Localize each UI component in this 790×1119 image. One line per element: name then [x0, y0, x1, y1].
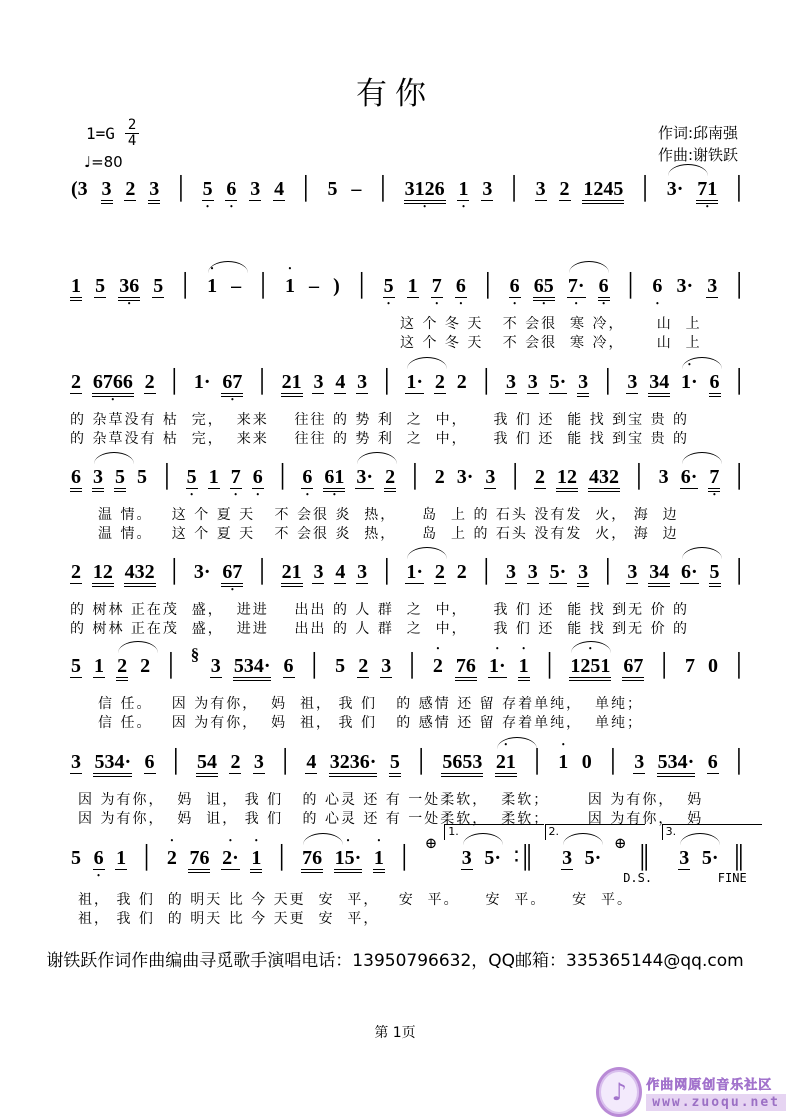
barline: │ — [375, 175, 391, 200]
note-token: 7 • — [708, 466, 720, 492]
note-token: 2 — [230, 751, 241, 773]
final-barline: ║ D.S. — [623, 844, 653, 885]
note-token: 21 — [281, 371, 303, 397]
barline: │ — [254, 558, 270, 583]
time-numerator: 2 — [125, 118, 139, 134]
note-token: 3 — [577, 561, 589, 587]
barline: │ — [166, 368, 183, 393]
page-number: 第 1页 — [374, 1025, 416, 1041]
note-token: 6 • — [225, 178, 237, 201]
barline: │ — [407, 463, 423, 488]
note-token: – — [351, 178, 362, 200]
note-token: • 1· — [488, 655, 507, 678]
note-token: 3126 • — [404, 178, 446, 204]
barline: │ — [277, 748, 293, 773]
note-token: 76 — [455, 655, 477, 681]
music-system-4 — [70, 463, 748, 543]
lyric-line: 这 个 冬 天 不 会很 寒 冷， 山 上 — [400, 316, 702, 332]
note-token: 3 — [461, 847, 473, 870]
lyric-line: 祖， 我 们 的 明天 比 今 天更 安 平， 安 平。 安 平。 安 平。 — [78, 892, 634, 908]
note-token: 1 — [94, 655, 105, 677]
lyric-line: 温 情。 这 个 夏 天 不 会很 炎 热， 岛 上 的 石头 没有发 火， 海 边 — [98, 526, 679, 542]
final-barline: ∶║ — [513, 844, 535, 869]
note-token: 5 — [327, 178, 338, 200]
note-token: 1· — [405, 561, 424, 584]
note-token: 5 — [153, 275, 164, 297]
note-token: 3 — [92, 466, 104, 492]
watermark-site-url: www.zuoqu.net — [646, 1094, 786, 1111]
barline: │ — [622, 272, 639, 297]
barline: │ — [541, 652, 558, 677]
note-token: 2 — [125, 178, 136, 200]
note-token: 6 — [70, 466, 82, 492]
note-token: 3 — [505, 371, 516, 393]
barline: │ — [396, 844, 413, 869]
note-token: 3 — [527, 561, 538, 583]
note-token: • 1 — [206, 275, 218, 297]
note-token: 3 — [357, 371, 368, 393]
slur-arc — [569, 261, 609, 273]
note-token: 3 — [210, 655, 221, 677]
key-signature: 1=G — [86, 124, 115, 143]
note-token: 3 — [707, 275, 718, 297]
slur-arc — [682, 547, 722, 559]
note-token: 2 — [116, 655, 128, 681]
note-token: 5 • — [202, 178, 214, 201]
watermark-text — [646, 1074, 786, 1111]
barline: │ — [605, 748, 621, 773]
barline: │ — [731, 558, 747, 583]
note-token: 1245 — [582, 178, 624, 204]
note-token: 3· — [193, 561, 211, 583]
barline: │ — [298, 175, 314, 200]
note-token: 3 — [313, 371, 324, 393]
note-token: 3 — [577, 371, 589, 397]
barline: │ — [166, 558, 183, 583]
watermark-site-name: 作曲网原创音乐社区 — [646, 1077, 773, 1093]
barline: │ — [479, 272, 496, 297]
note-token: • 2 — [166, 847, 178, 869]
note-token: 2 — [434, 371, 445, 393]
barline: │ — [306, 652, 323, 677]
barline: │ — [731, 175, 747, 200]
credits — [658, 122, 738, 166]
note-token: 36 • — [118, 275, 140, 301]
lyric-line: 这 个 冬 天 不 会很 寒 冷， 山 上 — [400, 335, 702, 351]
note-token: 6 • — [93, 847, 105, 870]
note-token: 3 — [250, 178, 261, 200]
note-token: (3 — [71, 178, 88, 200]
note-token: 76 — [188, 847, 210, 873]
barline: │ — [273, 844, 290, 869]
barline: │ — [731, 368, 747, 393]
note-token: 7 • — [431, 275, 443, 298]
slur-arc — [357, 452, 397, 464]
barline: │ — [731, 748, 747, 773]
note-token: 3 — [505, 561, 516, 583]
note-token: 54 — [196, 751, 218, 777]
barline: │ — [353, 272, 370, 297]
note-token: 3· — [355, 466, 374, 489]
note-token: 12 — [92, 561, 114, 587]
barline: │ — [731, 652, 747, 677]
note-token: 61 • — [323, 466, 345, 492]
lyric-line: 因 为有你， 妈 诅， 我 们 的 心灵 还 有 一处柔软， 柔软； 因 为有你， 妈 — [78, 792, 704, 808]
note-token: 2 — [358, 655, 369, 677]
music-system-3 — [70, 368, 748, 448]
barline: │ — [478, 558, 495, 583]
note-token: 67 • — [221, 371, 243, 397]
note-token: 6 • — [455, 275, 467, 298]
note-token: 5· — [549, 371, 567, 393]
barline: │ — [413, 748, 429, 773]
note-token: 5· — [701, 847, 719, 869]
note-token: 3 — [535, 178, 546, 200]
note-token: ) — [333, 275, 340, 297]
note-token: 4 — [335, 371, 346, 393]
barline: │ — [254, 368, 270, 393]
note-token: 6 • — [252, 466, 264, 489]
note-token: 534· — [93, 751, 132, 777]
note-token: 5 • — [383, 275, 395, 298]
watermark-badge — [596, 1067, 642, 1117]
note-token: 6 • — [598, 275, 610, 301]
note-token: 3· — [456, 466, 474, 488]
note-token: 1 — [407, 275, 418, 297]
time-signature — [125, 118, 139, 149]
tempo-marking: ♩=80 — [84, 153, 123, 171]
fine-marking: FINE — [717, 871, 747, 885]
music-system-5 — [70, 558, 748, 638]
slur-arc — [94, 452, 134, 464]
note-token: 76 — [301, 847, 323, 873]
barline: │ — [378, 368, 395, 393]
note-token: – — [231, 275, 242, 297]
composer-credit: 作曲:谢铁跃 — [657, 146, 738, 164]
note-token: – — [309, 275, 320, 297]
note-token: • 2 — [432, 655, 444, 677]
barline: │ — [507, 463, 523, 488]
note-token: 2 — [71, 371, 81, 393]
barline: │ — [378, 558, 395, 583]
coda-icon: ⊕ — [424, 836, 438, 852]
lyric-line: 温 情。 这 个 夏 天 不 会很 炎 热， 岛 上 的 石头 没有发 火， 海 边 — [98, 507, 679, 523]
segno-icon: § — [190, 645, 200, 664]
note-token: 6 — [709, 371, 721, 397]
note-token: 4 — [335, 561, 346, 583]
slur-arc — [571, 641, 611, 653]
note-token: 6 • — [651, 275, 663, 297]
note-token: 2 — [384, 466, 396, 492]
barline: │ — [255, 272, 271, 297]
note-token: 5· — [484, 847, 502, 869]
note-token: 5 — [335, 655, 346, 677]
music-system-6 — [70, 645, 748, 732]
notes-row — [70, 558, 748, 592]
note-token: 5 — [71, 847, 81, 869]
music-system-8 — [70, 825, 748, 928]
lyric-line: 信 任。 因 为有你， 妈 祖， 我 们 的 感情 还 留 存着单纯， 单纯； — [98, 696, 644, 712]
notes-row — [70, 825, 748, 885]
note-token: 5· — [584, 847, 602, 869]
note-token: 21 — [281, 561, 303, 587]
note-token: • 21 — [495, 751, 517, 777]
slur-arc — [208, 261, 248, 273]
slur-arc — [407, 547, 447, 559]
note-token: 3 — [658, 466, 669, 488]
note-token: 2 — [71, 561, 81, 583]
note-token: 1 — [70, 275, 82, 301]
note-token: 0 — [708, 655, 719, 677]
contact-line: 谢铁跃作词作曲编曲寻觅歌手演唱电话：13950796632，QQ邮箱：335365144@qq.com — [46, 951, 744, 971]
note-token: 6 — [283, 655, 294, 677]
barline: │ — [637, 175, 653, 200]
coda-icon: ⊕ — [613, 836, 627, 852]
barline: │ — [404, 652, 420, 677]
note-token: • 1 — [284, 275, 296, 297]
lyric-line: 祖， 我 们 的 明天 比 今 天更 安 平， — [78, 911, 380, 927]
slur-arc — [682, 452, 722, 464]
music-system-1 — [70, 175, 748, 209]
slur-arc — [303, 833, 343, 845]
note-token: 3 — [527, 371, 538, 393]
note-token: 34 — [648, 371, 670, 397]
note-token: 65 • — [533, 275, 555, 301]
barline: │ — [656, 652, 672, 677]
note-token: 3 — [148, 178, 160, 204]
note-token: 1 — [208, 466, 219, 488]
note-token: 1· — [193, 371, 211, 393]
barline: │ — [506, 175, 522, 200]
watermark — [596, 1067, 786, 1117]
lyric-line: 信 任。 因 为有你， 妈 祖， 我 们 的 感情 还 留 存着单纯， 单纯； — [98, 715, 644, 731]
barline: │ — [731, 272, 747, 297]
barline: │ — [274, 463, 291, 488]
note-token: 1 — [116, 847, 127, 869]
note-token: 5 — [71, 655, 81, 677]
note-token: 5 — [709, 561, 721, 587]
note-token: 3 — [627, 371, 638, 393]
note-token: 5 • — [186, 466, 198, 489]
lyric-line: 的 树林 正在茂 盛， 进进 出出 的 人 群 之 中， 我 们 还 能 找 到无 价 的 — [70, 621, 690, 637]
note-token: 432 — [588, 466, 620, 492]
note-token: 1 • — [457, 178, 469, 201]
note-token: 3 — [634, 751, 645, 773]
note-token: 6 — [707, 751, 718, 773]
note-token: 3 — [313, 561, 324, 583]
ds-marking: D.S. — [623, 871, 653, 885]
note-token: 5 — [114, 466, 126, 492]
lyric-line: 的 杂草没有 枯 完， 来来 往往 的 势 利 之 中， 我 们 还 能 找 到宝 贵 的 — [70, 412, 690, 428]
note-token: 3 — [627, 561, 638, 583]
note-token: 3 — [561, 847, 573, 870]
note-token: 3 — [482, 178, 493, 200]
song-title: 有你 — [356, 76, 434, 112]
note-token: 2 — [456, 561, 467, 583]
note-token: 2 — [144, 371, 155, 393]
note-token: 5 — [95, 275, 106, 297]
note-token: 2 — [140, 655, 151, 677]
note-token: 6766 • — [92, 371, 134, 397]
note-token: 2 — [559, 178, 570, 200]
note-token: 5· — [549, 561, 567, 583]
note-token: • 1· — [680, 371, 699, 393]
note-token: 3 — [71, 751, 81, 773]
note-token: 2 — [434, 466, 445, 488]
note-token: 5 — [389, 751, 401, 777]
note-token: 432 — [124, 561, 156, 587]
notes-row — [70, 645, 748, 686]
barline: │ — [138, 844, 155, 869]
note-token: 3 — [101, 178, 113, 204]
note-token: 4 — [306, 751, 317, 773]
note-token: 2 — [456, 371, 467, 393]
note-token: • 1251 — [569, 655, 611, 681]
notes-row — [70, 748, 748, 782]
note-token: 3 — [253, 751, 264, 773]
notes-row — [70, 368, 748, 402]
note-token: 6· — [680, 466, 699, 489]
note-token: 6 • — [509, 275, 521, 298]
lyric-line: 的 杂草没有 枯 完， 来来 往往 的 势 利 之 中， 我 们 还 能 找 到宝 贵 的 — [70, 431, 690, 447]
note-token: • 2· — [221, 847, 240, 870]
barline: │ — [599, 558, 616, 583]
barline: │ — [177, 272, 193, 297]
notes-row — [70, 175, 748, 209]
barline: │ — [599, 368, 616, 393]
note-token: 3· — [666, 178, 685, 200]
note-token: 3 — [485, 466, 496, 488]
slur-arc — [118, 641, 158, 653]
note-token: 7 • — [230, 466, 242, 489]
note-token: • 15· — [334, 847, 363, 873]
note-token: 6 — [144, 751, 155, 773]
note-token: 7· • — [567, 275, 586, 298]
notes-row — [70, 463, 748, 497]
barline: │ — [163, 652, 179, 677]
treble-clef-icon: ♪ — [611, 1078, 627, 1106]
note-token: 4 — [274, 178, 285, 200]
volta-bracket: 1. — [446, 854, 450, 864]
note-token: 71 • — [696, 178, 718, 204]
note-token: 534· — [233, 655, 272, 681]
barline: │ — [173, 175, 189, 200]
barline: │ — [731, 463, 747, 488]
notes-row — [70, 272, 748, 306]
note-token: • 1 — [557, 751, 569, 773]
note-token: 5653 — [441, 751, 483, 777]
time-denominator: 4 — [127, 133, 137, 149]
note-token: 1· — [405, 371, 424, 394]
lyric-line: 因 为有你， 妈 诅， 我 们 的 心灵 还 有 一处柔软， 柔软； 因 为有你， 妈 — [78, 811, 704, 827]
barline: │ — [167, 748, 184, 773]
note-token: • 1 — [250, 847, 262, 873]
barline: │ — [631, 463, 647, 488]
note-token: 3 — [678, 847, 690, 870]
note-token: 5 — [137, 466, 148, 488]
note-token: 6 • — [301, 466, 313, 489]
note-token: 3 — [381, 655, 392, 677]
note-token: 534· — [657, 751, 696, 777]
final-barline: ║ FINE — [717, 844, 747, 885]
volta-bracket: 2. — [547, 854, 551, 864]
volta-bracket: 3. — [664, 854, 668, 864]
note-token: 3 — [357, 561, 368, 583]
note-token: 3· — [676, 275, 694, 297]
note-token: 2 — [434, 561, 445, 583]
barline: │ — [478, 368, 495, 393]
slur-arc — [407, 357, 447, 369]
note-token: 6· — [680, 561, 699, 584]
note-token: 12 — [556, 466, 578, 492]
lyric-line: 的 树林 正在茂 盛， 进进 出出 的 人 群 之 中， 我 们 还 能 找 到无 价 的 — [70, 602, 690, 618]
note-token: 7 — [685, 655, 695, 677]
note-token: 67 • — [221, 561, 243, 587]
note-token: 2 — [535, 466, 546, 488]
key-time-signature — [86, 118, 139, 149]
barline: │ — [529, 748, 545, 773]
music-system-2 — [70, 272, 748, 352]
lyricist-credit: 作词:邱南强 — [657, 124, 738, 142]
note-token: • 1 — [373, 847, 385, 873]
slur-arc — [682, 357, 722, 369]
note-token: 0 — [581, 751, 592, 773]
note-token: 67 — [622, 655, 644, 681]
note-token: 3236· — [329, 751, 378, 777]
note-token: 34 — [648, 561, 670, 587]
music-system-7 — [70, 748, 748, 828]
barline: │ — [159, 463, 175, 488]
note-token: • 1 — [518, 655, 530, 681]
